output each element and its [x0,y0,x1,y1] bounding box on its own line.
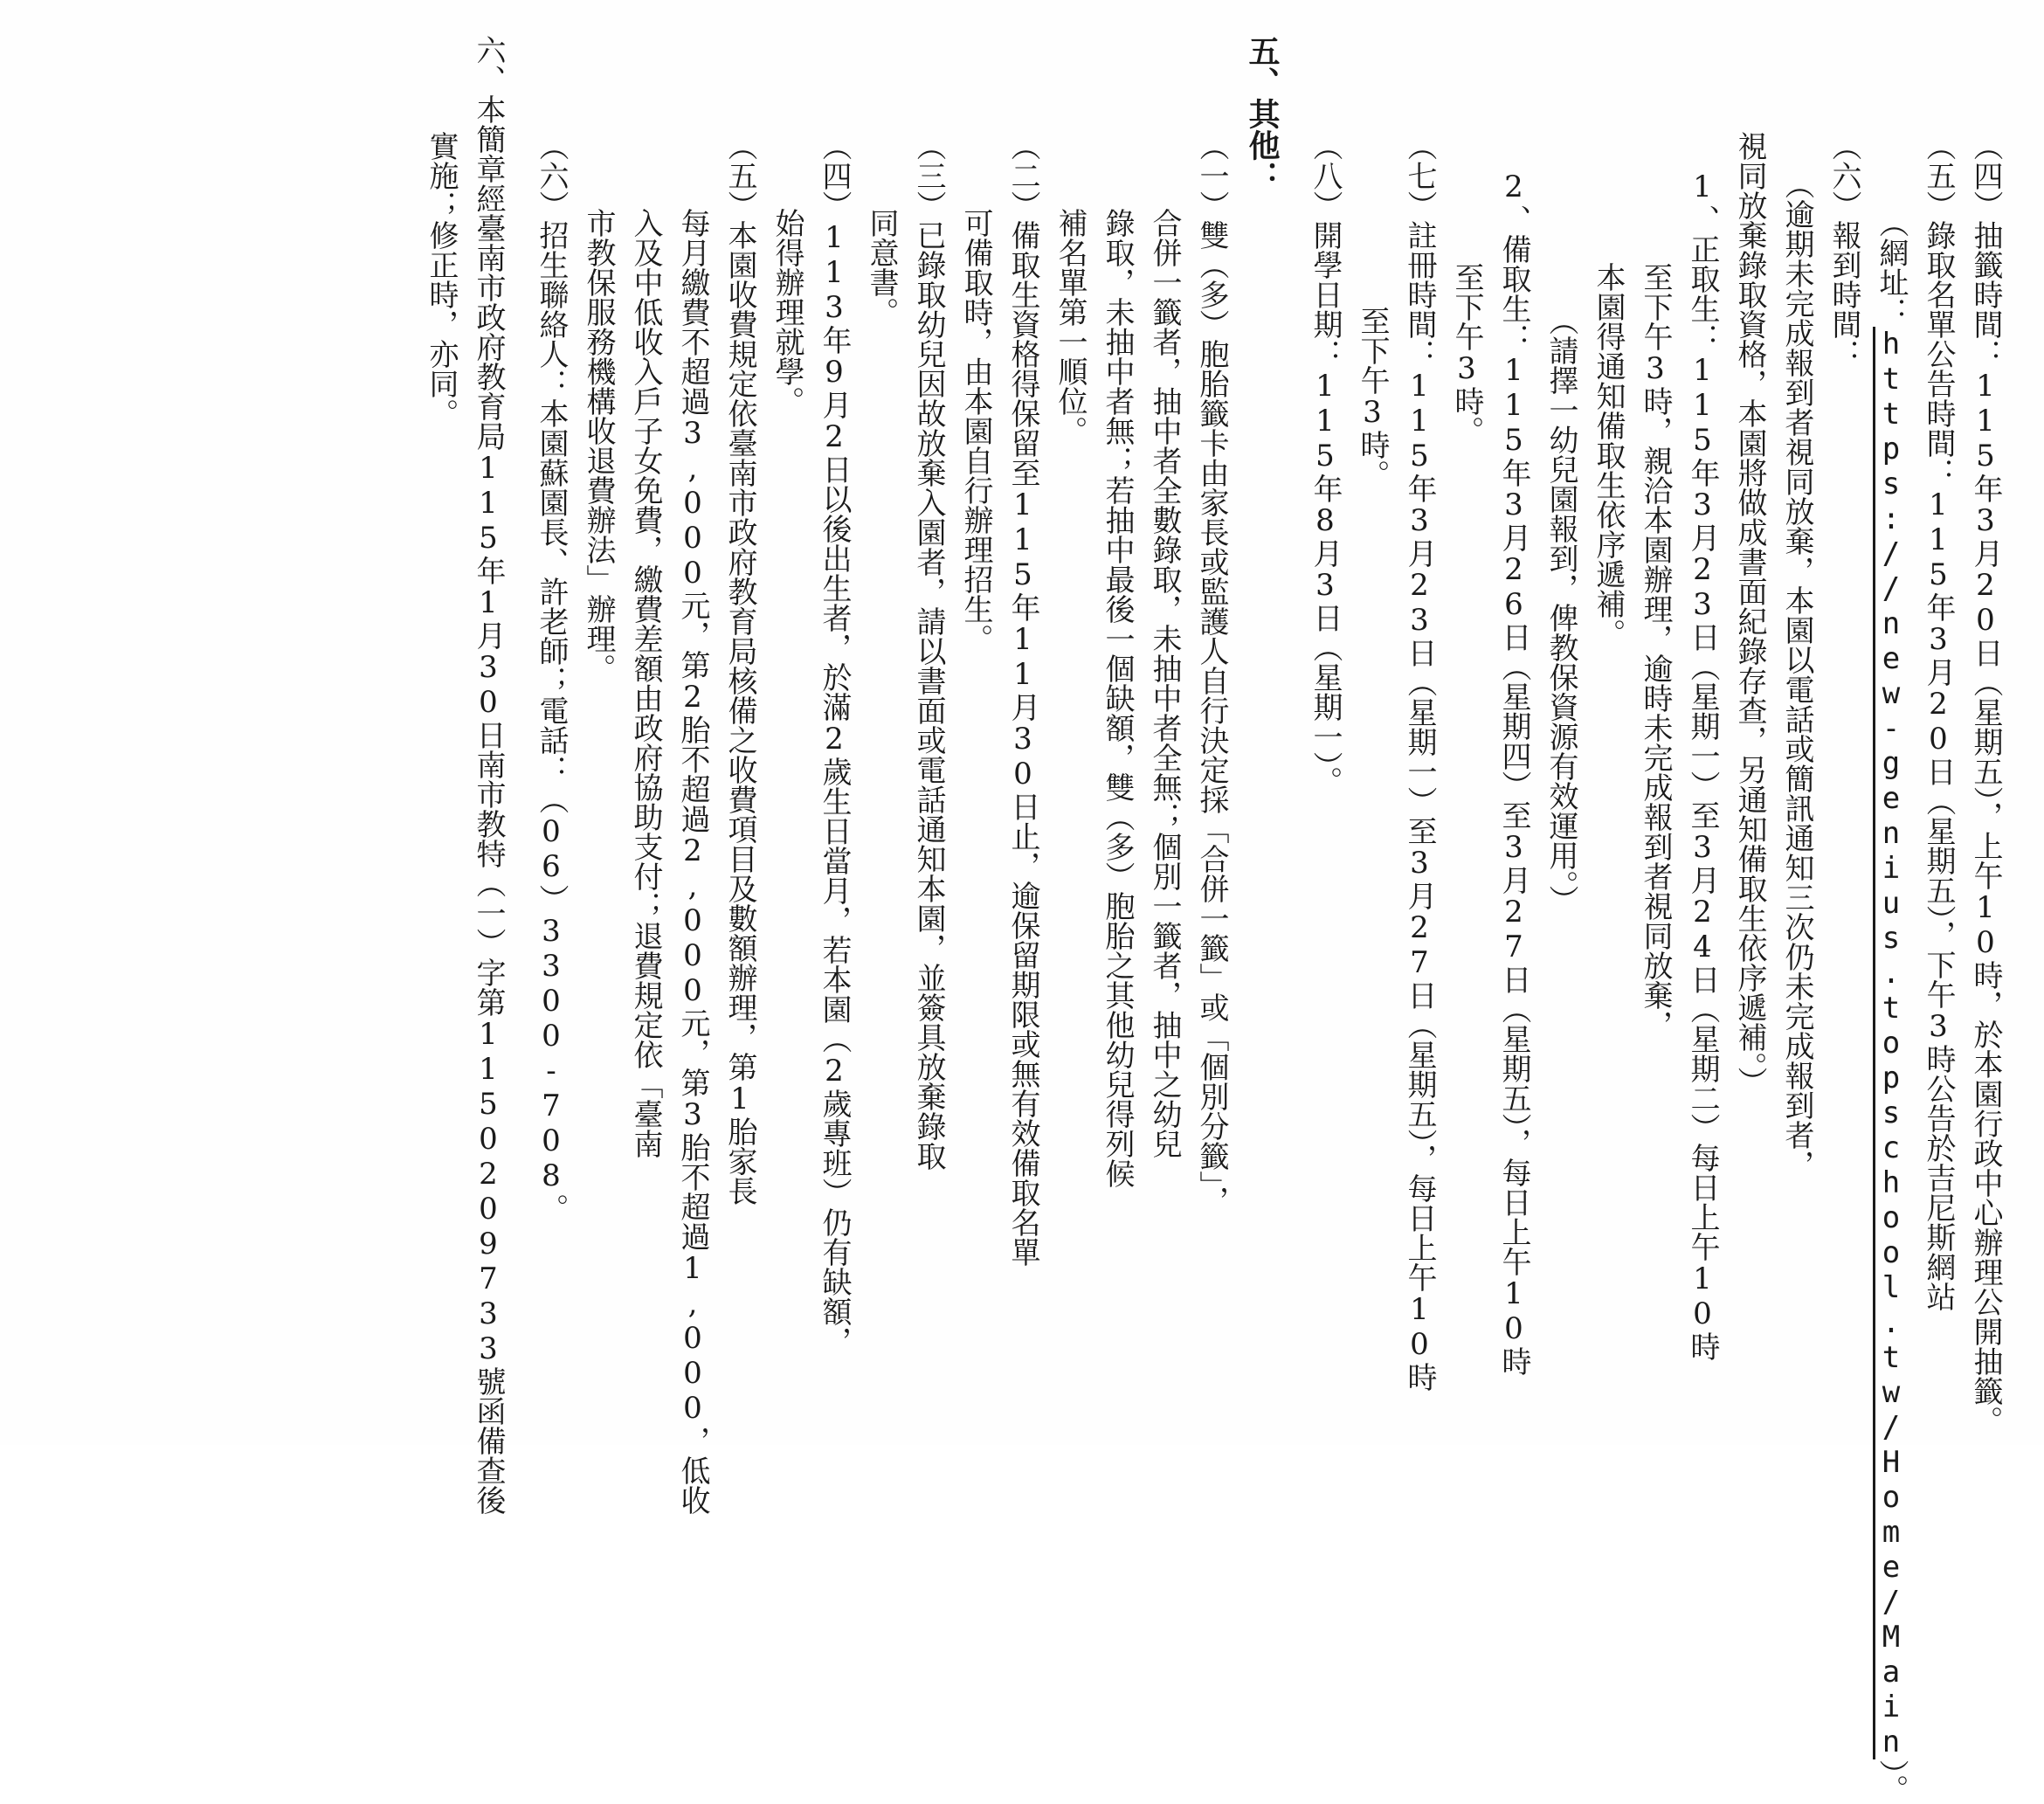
other-item-1-line-2: 合併一籤者，抽中者全數錄取，未抽中者全無；個別一籤者，抽中之幼兒 [1147,208,1182,1158]
regular-admit-line-1: 1、正取生：115年3月23日（星期一）至3月24日（星期二）每日上午10時 [1685,169,1720,1361]
other-item-2-line-2: 可備取時，由本園自行辦理招生。 [958,208,993,653]
other-item-5-line-1: （五）本園收費規定依臺南市政府教育局核備之收費項目及數額辦理，第1胎家長 [722,131,757,1206]
other-item-1-line-4: 補名單第一順位。 [1053,208,1088,446]
section-spacer [1286,131,1302,1337]
document-body [418,35,2009,1804]
regular-admit-line-4: （請擇一幼兒園報到，俾教保資源有效運用。） [1543,306,1578,915]
url-suffix: ）。 [1874,1759,1909,1804]
waitlist-admit-line-2: 至下午3時。 [1449,262,1484,446]
other-item-5-line-3: 入及中低收入戶子女免費，繳費差額由政府協助支付；退費規定依「臺南 [628,208,663,1158]
school-start-line: （八）開學日期：115年8月3日（星期一）。 [1308,131,1343,796]
section-spacer-2 [512,131,528,1337]
section-6-line-2: 實施；修正時，亦同。 [424,131,459,428]
enroll-time-line-2: 至下午3時。 [1355,306,1390,489]
section-5-heading: 五、其他： [1244,35,1281,192]
other-item-3-line-2: 同意書。 [864,208,899,327]
result-url-line [1868,131,1915,1804]
other-item-6-contact: （六）招生聯絡人：本園蘇園長、許老師；電話：（06）3300-708。 [534,131,569,1223]
regular-admit-line-2: 至下午3時，親洽本園辦理，逾時未完成報到者視同放棄， [1638,262,1673,1040]
regular-admit-line-3: 本園得通知備取生依序遞補。 [1591,262,1626,648]
registration-time-line: （六）報到時間： [1826,131,1861,369]
result-announce-line: （五）錄取名單公告時間：115年3月20日（星期五），下午3時公告於吉尼斯網站 [1921,131,1956,1311]
enroll-time-line-1: （七）註冊時間：115年3月23日（星期一）至3月27日（星期五），每日上午10時 [1402,131,1437,1392]
other-item-1-line-1: （一）雙（多）胞胎籤卡由家長或監護人自行決定採「合併一籤」或「個別分籤」， [1194,131,1229,1215]
other-item-3-line-1: （三）已錄取幼兒因故放棄入園者，請以書面或電話通知本園，並簽具放棄錄取 [911,131,946,1171]
other-item-5-line-2: 每月繳費不超過3,000元，第2胎不超過2,000元，第3胎不超過1,000，低收 [675,208,710,1515]
registration-note-line-1: （逾期未完成報到者視同放棄，本園以電話或簡訊通知三次仍未完成報到者， [1779,169,1814,1179]
url-prefix: （網址： [1874,208,1909,327]
other-item-4-line-2: 始得辦理就學。 [770,208,804,416]
other-item-4-line-1: （四）113年9月2日以後出生者，於滿2歲生日當月，若本園（2歲專班）仍有缺額， [817,131,852,1356]
lottery-time-line: （四）抽籤時間：115年3月20日（星期五），上午10時，於本園行政中心辦理公開抽籤。 [1968,131,2003,1435]
website-link[interactable]: https://new-genius.topschool.tw/Home/Main [1874,327,1909,1759]
waitlist-admit-line-1: 2、備取生：115年3月26日（星期四）至3月27日（星期五），每日上午10時 [1496,169,1531,1376]
other-item-1-line-3: 錄取，未抽中者無；若抽中最後一個缺額，雙（多）胞胎之其他幼兒得列候 [1100,208,1135,1188]
other-item-5-line-4: 市教保服務機構收退費辦法」辦理。 [581,208,616,683]
section-6-line-1: 六、本簡章經臺南市政府教育局115年1月30日南市教特（一）字第1150209733號函備查後 [471,35,506,1515]
other-item-2-line-1: （二）備取生資格得保留至115年11月30日止，逾保留期限或無有效備取名單 [1005,131,1040,1267]
registration-note-line-2: 視同放棄錄取資格，本園將做成書面紀錄存查，另通知備取生依序遞補。） [1732,131,1767,1096]
